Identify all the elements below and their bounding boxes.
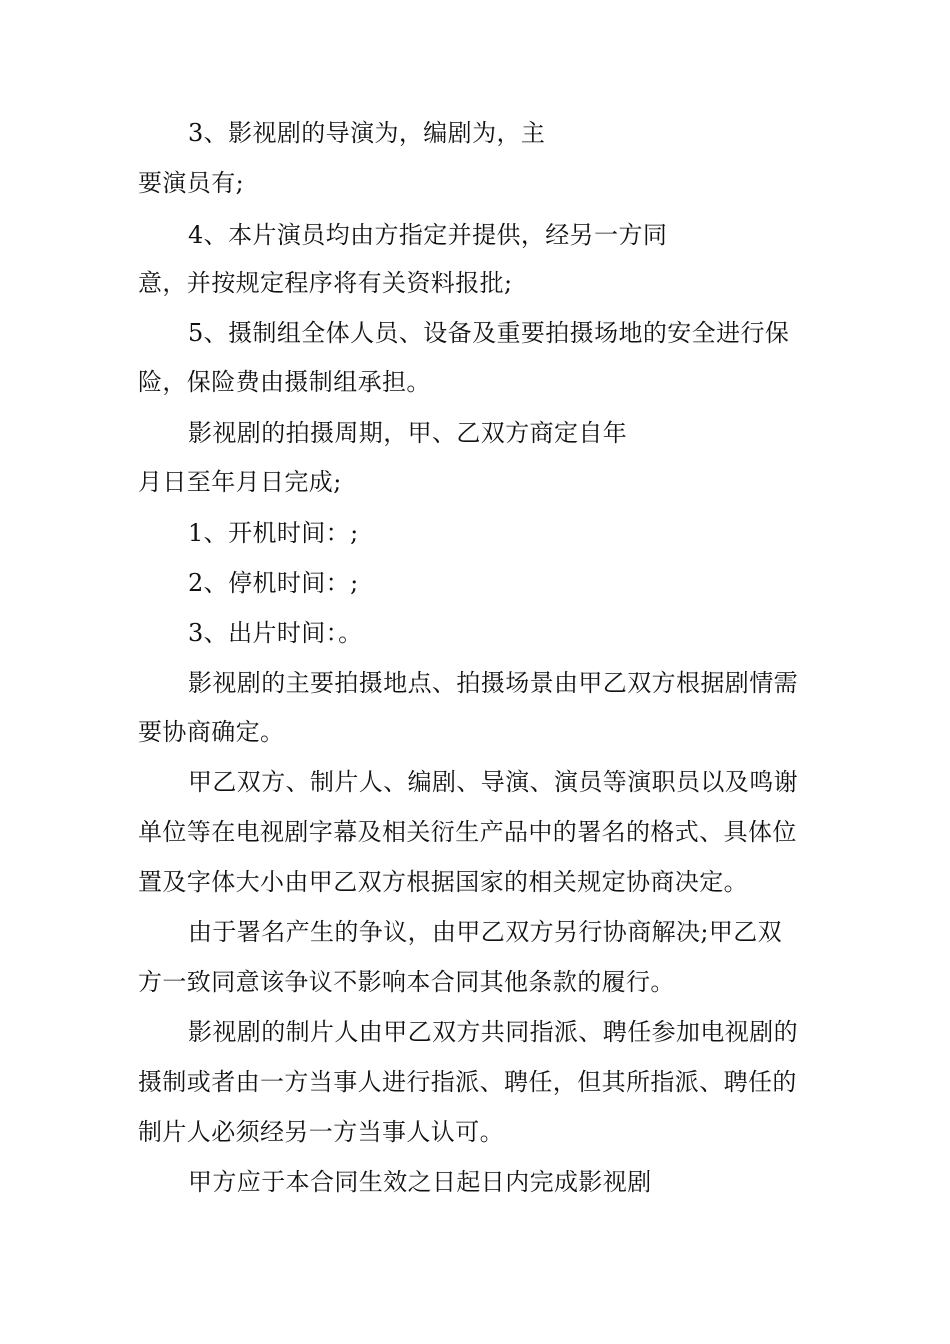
text-line: 制片人必须经另一方当事人认可。 [138, 1118, 504, 1146]
text-line: 由于署名产生的争议，由甲乙双方另行协商解决;甲乙双 [188, 918, 783, 946]
text-line: 单位等在电视剧字幕及相关衍生产品中的署名的格式、具体位 [138, 818, 797, 846]
text-line: 甲乙双方、制片人、编剧、导演、演员等演职员以及鸣谢 [188, 768, 798, 796]
text-line: 影视剧的制片人由甲乙双方共同指派、聘任参加电视剧的 [188, 1018, 798, 1046]
text-line: 2、停机时间：; [188, 569, 359, 597]
text-line: 要协商确定。 [138, 718, 285, 746]
text-line: 4、本片演员均由方指定并提供，经另一方同 [188, 221, 668, 249]
text-line: 5、摄制组全体人员、设备及重要拍摄场地的安全进行保 [188, 319, 790, 347]
text-line: 置及字体大小由甲乙双方根据国家的相关规定协商决定。 [138, 868, 748, 896]
text-line: 影视剧的主要拍摄地点、拍摄场景由甲乙双方根据剧情需 [188, 669, 798, 697]
text-line: 摄制或者由一方当事人进行指派、聘任，但其所指派、聘任的 [138, 1068, 797, 1096]
text-line: 险，保险费由摄制组承担。 [138, 368, 431, 396]
text-line: 甲方应于本合同生效之日起日内完成影视剧 [188, 1168, 652, 1196]
text-line: 3、影视剧的导演为，编剧为，主 [188, 119, 546, 147]
text-line: 意，并按规定程序将有关资料报批; [138, 269, 513, 297]
text-line: 月日至年月日完成; [138, 468, 342, 496]
text-line: 要演员有; [138, 169, 245, 197]
text-line: 方一致同意该争议不影响本合同其他条款的履行。 [138, 968, 675, 996]
text-line: 1、开机时间：; [188, 519, 359, 547]
text-line: 3、出片时间：。 [188, 619, 363, 647]
text-line: 影视剧的拍摄周期，甲、乙双方商定自年 [188, 419, 628, 447]
